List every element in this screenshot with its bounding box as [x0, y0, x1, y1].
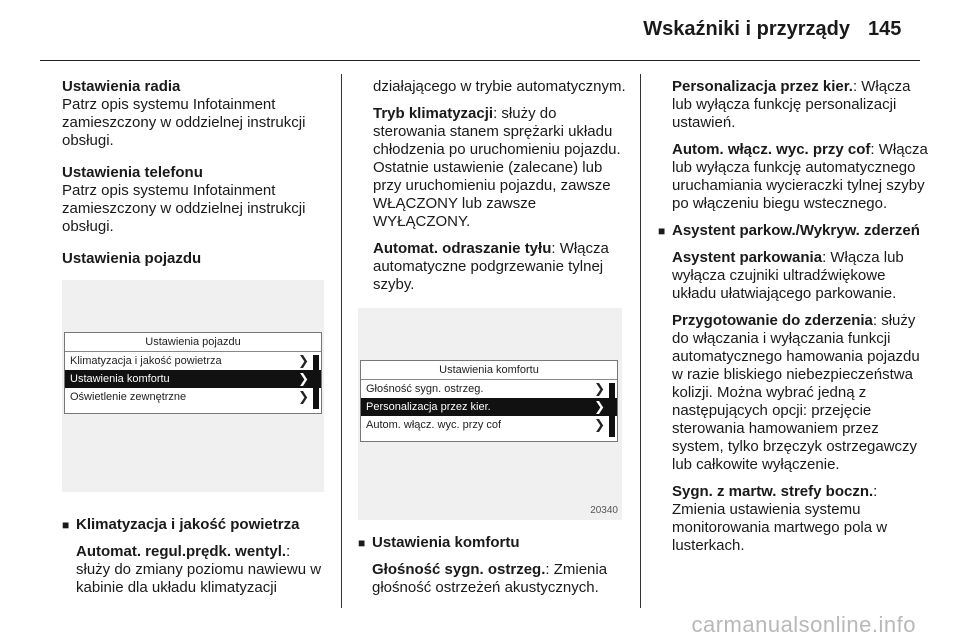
header-rule — [40, 60, 920, 61]
bullet-square-icon: ■ — [658, 224, 666, 238]
radio-text: Patrz opis systemu Infotainment zamieszczony w oddzielnej instrukcji obsługi. — [62, 96, 306, 149]
bullet-square-icon: ■ — [358, 536, 366, 550]
park-item: Asystent parkowania: Włącza lub wyłącza czujniki ultradźwiękowe układu ułatwiającego parkowanie. — [672, 249, 904, 302]
menu-row: Głośność sygn. ostrzeg. ❯ — [366, 381, 605, 396]
chevron-right-icon: ❯ — [298, 353, 309, 368]
chevron-right-icon: ❯ — [298, 371, 309, 386]
column-2 — [373, 78, 628, 303]
blind-spot-item: Sygn. z martw. strefy boczn.: Zmienia ustawienia systemu monitorowania martwego pola w lusterkach. — [672, 483, 888, 554]
screen-title: Ustawienia pojazdu — [65, 333, 321, 352]
personal-item: Personalizacja przez kier.: Włącza lub wyłącza funkcję personalizacji ustawień. — [672, 78, 911, 131]
collision-item: Przygotowanie do zderzenia: służy do włączania i wyłączania funkcji automatycznego hamowania pojazdu w razie bliskiego niebezpieczeństwa kolizji. Można wybrać jedną z następujących opcji: przejęcie sterowania hamowaniem przez system, tylko brzęczyk ostrzegawczy lub całkowite wyłączenie. — [672, 312, 920, 473]
comfort-settings-screen — [360, 360, 618, 442]
menu-row: Autom. włącz. wyc. przy cof ❯ — [366, 417, 605, 432]
menu-row-selected: Ustawienia komfortu ❯ — [65, 370, 321, 388]
radio-heading: Ustawienia radia — [62, 78, 181, 95]
cont-text: działającego w trybie automatycznym. — [373, 78, 626, 95]
page-number: 145 — [868, 18, 902, 40]
rear-defrost-item: Automat. odraszanie tyłu: Włącza automatyczne podgrzewanie tylnej szyby. — [373, 240, 609, 293]
page-header-title: Wskaźniki i przyrządy — [643, 18, 850, 40]
chevron-right-icon: ❯ — [594, 417, 605, 432]
menu-row-selected: Personalizacja przez kier. ❯ — [361, 398, 617, 416]
bullet-park: ■ Asystent parkow./Wykryw. zderzeń — [658, 222, 920, 239]
chevron-right-icon: ❯ — [594, 381, 605, 396]
bullet-climate: ■ Klimatyzacja i jakość powietrza — [62, 516, 300, 533]
screen-title: Ustawienia komfortu — [361, 361, 617, 380]
menu-row: Oświetlenie zewnętrzne ❯ — [70, 389, 309, 404]
bullet-comfort: ■ Ustawienia komfortu — [358, 534, 520, 551]
bullet-square-icon: ■ — [62, 518, 70, 532]
vehicle-settings-screen — [64, 332, 322, 414]
scrollbar — [609, 383, 615, 437]
chime-item: Głośność sygn. ostrzeg.: Zmienia głośność ostrzeżeń akustycznych. — [372, 561, 608, 596]
watermark: carmanualsonline.info — [691, 612, 916, 637]
column-1 — [62, 78, 327, 277]
phone-text: Patrz opis systemu Infotainment zamieszczony w oddzielnej instrukcji obsługi. — [62, 182, 306, 235]
auto-fan-item: Automat. regul.prędk. wentyl.: służy do zmiany poziomu nawiewu w kabinie dla układu klimatyzacji — [76, 543, 322, 596]
column-divider-2 — [640, 74, 641, 608]
column-divider-1 — [341, 74, 342, 608]
vehicle-settings-screenshot — [62, 280, 324, 492]
chevron-right-icon: ❯ — [298, 389, 309, 404]
vehicle-heading: Ustawienia pojazdu — [62, 250, 202, 267]
wiper-item: Autom. włącz. wyc. przy cof: Włącza lub wyłącza funkcję automatycznego uruchamiania wycieraczki tylnej szyby po włączeniu biegu wstecznego. — [672, 141, 928, 212]
phone-heading: Ustawienia telefonu — [62, 164, 203, 181]
chevron-right-icon: ❯ — [594, 399, 605, 414]
menu-row: Klimatyzacja i jakość powietrza ❯ — [70, 353, 309, 368]
column-3 — [658, 78, 930, 564]
scrollbar — [313, 355, 319, 409]
climate-mode-item: Tryb klimatyzacji: służy do sterowania stanem sprężarki układu chłodzenia po uruchomieniu pojazdu. Ostatnie ustawienie (zalecane) lub przy uruchomieniu pojazdu, zawsze WŁĄCZONY lub zawsze WYŁĄCZONY. — [373, 105, 621, 230]
comfort-settings-screenshot — [358, 308, 622, 520]
image-code: 20340 — [590, 505, 618, 516]
